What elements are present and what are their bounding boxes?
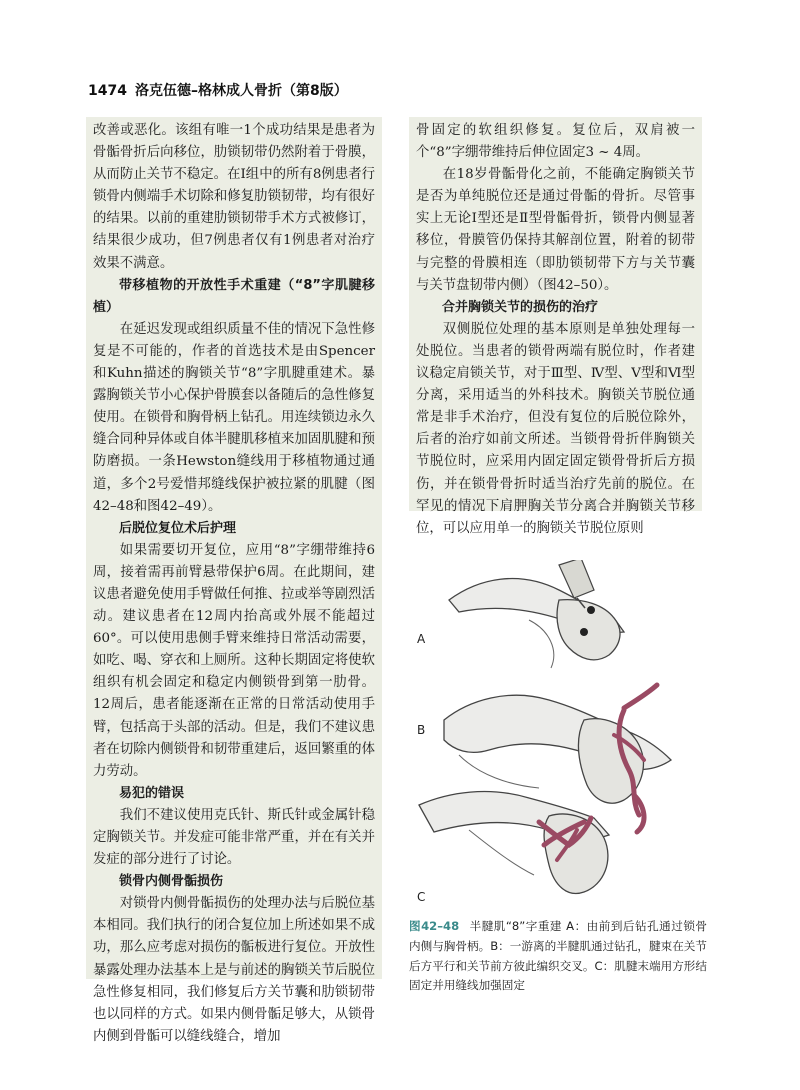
running-header — [88, 80, 348, 100]
panel-label-a: A — [417, 632, 426, 646]
figure-42-48 — [409, 560, 709, 910]
section-heading: 锁骨内侧骨骺损伤 — [119, 874, 224, 890]
paragraph: 我们不建议使用克氏针、斯氏针或金属针稳定胸锁关节。并发症可能非常严重，并在有关并发症的部分进行了讨论。 — [93, 807, 375, 868]
section-heading: 合并胸锁关节的损伤的治疗 — [442, 299, 599, 315]
paragraph: 对锁骨内侧骨骺损伤的处理办法与后脱位基本相同。我们执行的闭合复位加上所述如果不成功，那么应考虑对损伤的骺板进行复位。开放性暴露处理办法基本上是与前述的胸锁关节后脱位急性修复相同，我们修复后方关节囊和肋锁韧带也以同样的方式。如果内侧骨骺足够大，从锁骨内侧到骨骺可以缝线缝合，增加 — [93, 896, 375, 1044]
left-text-column — [86, 117, 382, 1044]
caption-text: 半腱肌“8”字重建 A：由前到后钻孔通过锁骨内侧与胸骨柄。B：一游离的半腱肌通过钻孔，腱束在关节后方平行和关节前方彼此编织交叉。C：肌腱末端用方形结固定并用缝线加强固定 — [409, 919, 707, 993]
book-title: 洛克伍德–格林成人骨折（第8版） — [134, 83, 348, 99]
drill-hole-marker — [587, 606, 595, 614]
paragraph: 如果需要切开复位，应用“8”字绷带维持6周，接着需再前臂悬带保护6周。在此期间，建议患者避免使用手臂做任何推、拉或举等剧烈活动。建议患者在12周内抬高或外展不能超过60°。可以使用患侧手臂来维持日常活动需要，如吃、喝、穿衣和上厕所。这种长期固定将使软组织有机会固定和稳定内侧锁骨到第一肋骨。12周后，患者能逐渐在正常的日常活动使用手臂，包括高于头部的活动。但是，我们不建议患者在切除内侧锁骨和韧带重建后，返回繁重的体力劳动。 — [93, 542, 375, 779]
surgical-illustration — [409, 560, 709, 910]
paragraph: 骨固定的软组织修复。复位后，双肩被一个“8”字绷带维持后伸位固定3 ~ 4周。 — [416, 123, 695, 161]
panel-c-drawing — [419, 792, 609, 894]
figure-caption — [409, 917, 707, 996]
section-heading: 后脱位复位术后护理 — [119, 520, 237, 536]
section-heading: 易犯的错误 — [119, 785, 185, 801]
paragraph: 双侧脱位处理的基本原则是单独处理每一处脱位。当患者的锁骨两端有脱位时，作者建议稳定肩锁关节，对于Ⅲ型、Ⅳ型、Ⅴ型和Ⅵ型分离，采用适当的外科技术。胸锁关节脱位通常是非手术治疗，但没有复位的后脱位除外，后者的治疗如前文所述。当锁骨骨折伴胸锁关节脱位时，应采用内固定固定锁骨骨折后方损伤，并在锁骨骨折时适当治疗先前的脱位。在罕见的情况下肩胛胸关节分离合并胸锁关节移位，可以应用单一的胸锁关节脱位原则 — [416, 321, 695, 536]
paragraph: 在延迟发现或组织质量不佳的情况下急性修复是不可能的，作者的首选技术是由Spencer和Kuhn描述的胸锁关节“8”字肌腱重建术。暴露胸锁关节小心保护骨膜套以备随后的急性修复使用。在锁骨和胸骨柄上钻孔。用连续锁边永久缝合同种异体或自体半腱肌移植来加固肌腱和预防磨损。一条Hewston缝线用于移植物通过通道，多个2号爱惜邦缝线保护被拉紧的肌腱（图42–48和图42–49）。 — [93, 321, 375, 514]
figure-number: 图42–48 — [409, 919, 460, 933]
drill-hole-marker — [580, 628, 588, 636]
panel-label-b: B — [417, 723, 426, 737]
section-heading: 带移植物的开放性手术重建（“8”字肌腱移植） — [93, 277, 375, 315]
right-text-column — [409, 117, 702, 536]
tendon-graft — [624, 685, 657, 708]
paragraph: 改善或恶化。该组有唯一1个成功结果是患者为骨骺骨折后向移位，肋锁韧带仍然附着于骨膜，从而防止关节不稳定。在Ⅰ组中的所有8例患者行锁骨内侧端手术切除和修复肋锁韧带，均有很好的结果。以前的重建肋锁韧带手术方式被修订，结果很少成功，但7例患者仅有1例患者对治疗效果不满意。 — [93, 123, 375, 271]
panel-label-c: C — [417, 890, 426, 904]
paragraph: 在18岁骨骺骨化之前，不能确定胸锁关节是否为单纯脱位还是通过骨骺的骨折。尽管事实上无论Ⅰ型还是Ⅱ型骨骺骨折，锁骨内侧显著移位，骨膜管仍保持其解剖位置，附着的韧带与完整的骨膜相连（即肋锁韧带下方与关节囊与关节盘韧带内侧）（图42–50）。 — [416, 167, 695, 293]
page-number: 1474 — [88, 83, 127, 99]
panel-a-drawing — [449, 560, 624, 668]
